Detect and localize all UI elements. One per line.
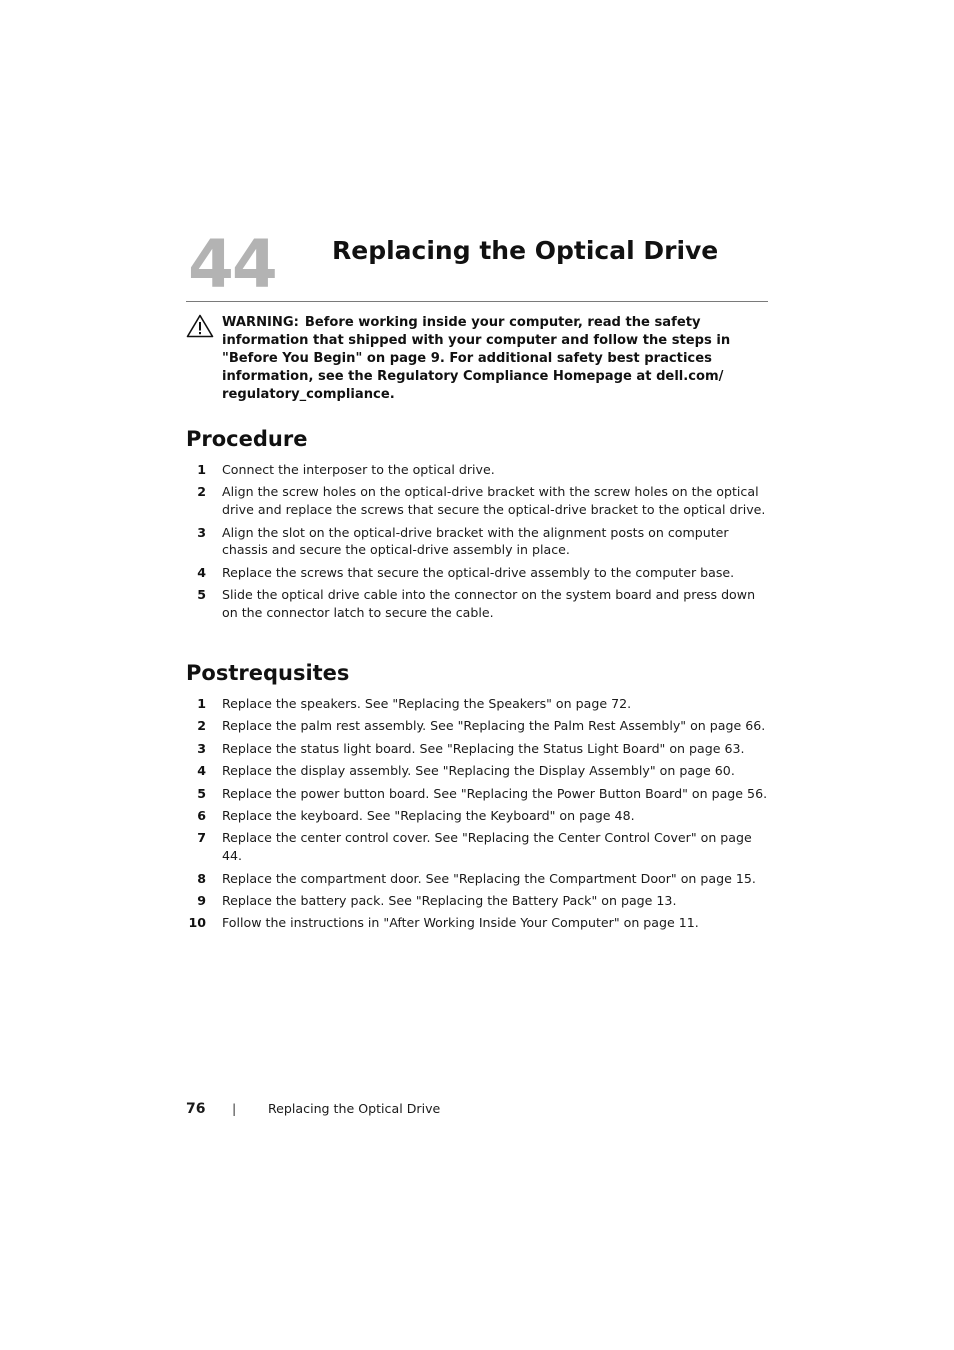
list-item [186,892,770,910]
title-divider [186,301,768,302]
list-item [186,914,770,932]
step-number: 10 [188,915,206,931]
warning-text-block [222,314,770,404]
step-text: Connect the interposer to the optical drive. [222,462,495,477]
step-number: 4 [197,564,206,580]
step-text: Replace the keyboard. See "Replacing the Keyboard" on page 48. [222,807,635,823]
list-item [186,785,770,803]
list-item [186,483,770,519]
list-item [186,829,770,865]
list-item [186,564,770,582]
step-number: 8 [197,870,206,886]
list-item [186,524,770,560]
step-text: Replace the status light board. See "Replacing the Status Light Board" on page 63. [222,740,745,756]
warning-label: WARNING: [222,315,299,330]
list-item [186,740,770,758]
page-footer [186,1101,440,1117]
step-number: 2 [197,718,206,734]
step-number: 7 [197,830,206,846]
list-item [186,870,770,888]
step-text: Follow the instructions in "After Working Inside Your Computer" on page 11. [222,915,699,931]
chapter-number: 44 [188,226,276,303]
step-text: Replace the power button board. See "Replacing the Power Button Board" on page 56. [222,785,768,801]
list-item [186,586,770,622]
list-item [186,695,770,713]
step-text: Slide the optical drive cable into the connector on the system board and press down on the connector latch to secure the cable. [222,587,756,620]
step-number: 4 [197,763,206,779]
step-number: 3 [197,740,206,756]
step-number: 5 [197,587,206,603]
step-text: Replace the display assembly. See "Replacing the Display Assembly" on page 60. [222,763,735,779]
step-text: Replace the screws that secure the optical-drive assembly to the computer base. [222,564,735,580]
step-text: Replace the palm rest assembly. See "Replacing the Palm Rest Assembly" on page 66. [222,718,766,734]
warning-body: Before working inside your computer, read the safety information that shipped with your computer and follow the steps in "Before You Begin" on page 9. For additional safety best practices information, see the Regulatory Compliance Homepage at dell.com/ regulatory_compliance. [222,315,731,402]
list-item [186,807,770,825]
list-item [186,717,770,735]
list-item [186,762,770,780]
warning-triangle-icon [186,314,214,338]
step-number: 1 [197,462,206,477]
step-number: 6 [197,807,206,823]
warning-notice [186,314,770,404]
step-number: 1 [197,696,206,711]
postrequisites-steps [186,695,770,937]
step-text: Replace the battery pack. See "Replacing the Battery Pack" on page 13. [222,892,677,908]
chapter-title: Replacing the Optical Drive [332,236,719,265]
step-text: Align the screw holes on the optical-drive bracket with the screw holes on the optical drive and replace the screws that secure the optical-drive bracket to the optical drive. [222,484,766,518]
step-text: Replace the center control cover. See "Replacing the Center Control Cover" on page 44. [222,830,752,864]
step-text: Replace the speakers. See "Replacing the Speakers" on page 72. [222,696,632,711]
postrequisites-heading: Postrequsites [186,661,350,685]
step-text: Align the slot on the optical-drive bracket with the alignment posts on computer chassis and secure the optical-drive assembly in place. [222,524,729,558]
step-number: 9 [197,892,206,908]
footer-divider: | [232,1101,237,1116]
step-number: 5 [197,785,206,801]
step-number: 2 [197,484,206,500]
step-number: 3 [197,524,206,540]
procedure-steps [186,461,770,626]
running-title: Replacing the Optical Drive [268,1101,441,1116]
list-item [186,461,770,479]
page-number: 76 [186,1101,206,1117]
procedure-heading: Procedure [186,427,308,451]
step-text: Replace the compartment door. See "Replacing the Compartment Door" on page 15. [222,870,756,886]
